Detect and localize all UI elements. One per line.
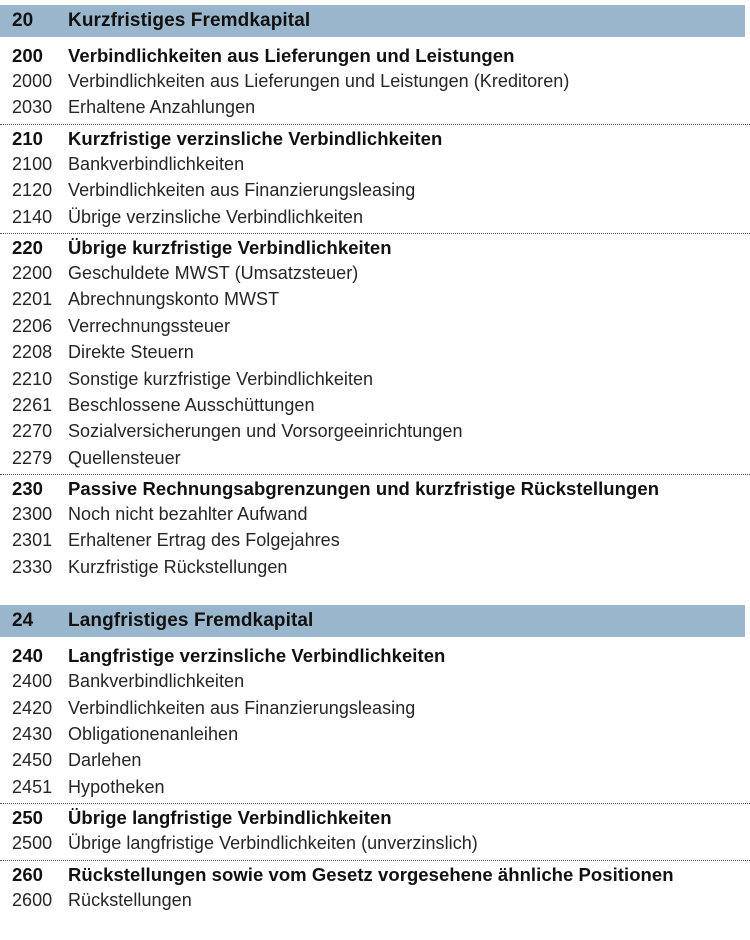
account-title: Übrige langfristige Verbindlichkeiten (unverzinslich)	[68, 833, 478, 854]
account-title: Abrechnungskonto MWST	[68, 289, 280, 310]
group-list	[0, 42, 750, 583]
account-title: Darlehen	[68, 750, 142, 771]
account-title: Rückstellungen	[68, 889, 192, 910]
group-title: Rückstellungen sowie vom Gesetz vorgesehene ähnliche Positionen	[68, 863, 674, 885]
account-row[interactable]	[0, 530, 750, 556]
group-header-row[interactable]	[0, 475, 750, 504]
account-number: 2600	[12, 889, 53, 910]
account-row[interactable]	[0, 71, 750, 97]
account-title: Sonstige kurzfristige Verbindlichkeiten	[68, 368, 374, 389]
account-title: Verbindlichkeiten aus Finanzierungsleasing	[68, 697, 416, 718]
account-group	[0, 42, 750, 124]
account-number: 2030	[12, 97, 53, 118]
group-number: 200	[12, 45, 44, 66]
account-title: Bankverbindlichkeiten	[68, 153, 245, 174]
group-list	[0, 642, 750, 916]
group-title: Verbindlichkeiten aus Lieferungen und Leistungen	[68, 45, 515, 66]
sections-container	[0, 5, 750, 916]
account-row[interactable]	[0, 698, 750, 724]
account-title: Bankverbindlichkeiten	[68, 671, 245, 692]
account-number: 2301	[12, 530, 53, 551]
account-row[interactable]	[0, 263, 750, 289]
account-title: Erhaltener Ertrag des Folgejahres	[68, 530, 340, 551]
account-number: 2201	[12, 289, 53, 310]
group-title: Passive Rechnungsabgrenzungen und kurzfristige Rückstellungen	[68, 478, 660, 500]
account-number: 2451	[12, 776, 53, 797]
account-number: 2300	[12, 504, 53, 525]
group-header-row[interactable]	[0, 125, 750, 154]
account-number: 2206	[12, 315, 53, 336]
account-row[interactable]	[0, 448, 750, 474]
account-title: Verbindlichkeiten aus Lieferungen und Leistungen (Kreditoren)	[68, 71, 570, 91]
group-header-row[interactable]	[0, 42, 750, 71]
group-number: 220	[12, 236, 44, 258]
account-row[interactable]	[0, 890, 750, 916]
account-row[interactable]	[0, 316, 750, 342]
account-title: Verbindlichkeiten aus Finanzierungsleasing	[68, 180, 416, 201]
group-number: 250	[12, 807, 44, 829]
account-number: 2450	[12, 750, 53, 771]
class-title: Kurzfristiges Fremdkapital	[68, 10, 311, 31]
account-group	[0, 803, 750, 859]
account-number: 2420	[12, 697, 53, 718]
group-title: Übrige kurzfristige Verbindlichkeiten	[68, 236, 392, 258]
account-row[interactable]	[0, 777, 750, 803]
account-title: Beschlossene Ausschüttungen	[68, 394, 315, 415]
account-group	[0, 124, 750, 233]
group-title: Langfristige verzinsliche Verbindlichkeiten	[68, 645, 446, 667]
account-row[interactable]	[0, 180, 750, 206]
account-number: 2140	[12, 206, 53, 227]
account-number: 2208	[12, 342, 53, 363]
account-title: Übrige verzinsliche Verbindlichkeiten	[68, 206, 363, 227]
account-row[interactable]	[0, 395, 750, 421]
group-number: 210	[12, 127, 44, 149]
class-number: 20	[12, 10, 34, 31]
account-number: 2210	[12, 368, 53, 389]
account-title: Noch nicht bezahlter Aufwand	[68, 504, 308, 525]
account-number: 2261	[12, 394, 53, 415]
account-title: Verrechnungssteuer	[68, 315, 231, 336]
account-row[interactable]	[0, 833, 750, 859]
account-class-section	[0, 605, 750, 916]
account-group	[0, 233, 750, 474]
account-row[interactable]	[0, 671, 750, 697]
group-title: Kurzfristige verzinsliche Verbindlichkeiten	[68, 127, 443, 149]
class-header-bar	[0, 5, 745, 37]
account-row[interactable]	[0, 750, 750, 776]
group-number: 240	[12, 645, 44, 667]
account-row[interactable]	[0, 504, 750, 530]
class-number: 24	[12, 610, 34, 632]
account-group	[0, 474, 750, 583]
account-number: 2100	[12, 153, 53, 174]
group-header-row[interactable]	[0, 234, 750, 263]
account-number: 2500	[12, 833, 53, 854]
group-header-row[interactable]	[0, 804, 750, 833]
group-number: 260	[12, 863, 44, 885]
account-number: 2120	[12, 180, 53, 201]
account-row[interactable]	[0, 154, 750, 180]
account-title: Geschuldete MWST (Umsatzsteuer)	[68, 262, 359, 283]
account-number: 2200	[12, 262, 53, 283]
account-group	[0, 642, 750, 803]
account-number: 2400	[12, 671, 53, 692]
account-row[interactable]	[0, 421, 750, 447]
account-row[interactable]	[0, 557, 750, 583]
account-row[interactable]	[0, 289, 750, 315]
account-title: Quellensteuer	[68, 447, 181, 468]
class-title: Langfristiges Fremdkapital	[68, 610, 314, 632]
account-class-section	[0, 5, 750, 583]
group-header-row[interactable]	[0, 861, 750, 890]
account-number: 2270	[12, 421, 53, 442]
account-row[interactable]	[0, 369, 750, 395]
group-header-row[interactable]	[0, 642, 750, 671]
account-number: 2000	[12, 71, 53, 91]
account-title: Obligationenanleihen	[68, 724, 239, 745]
account-number: 2430	[12, 724, 53, 745]
account-row[interactable]	[0, 207, 750, 233]
account-title: Kurzfristige Rückstellungen	[68, 556, 288, 577]
account-title: Direkte Steuern	[68, 342, 194, 363]
account-title: Hypotheken	[68, 776, 165, 797]
group-title: Übrige langfristige Verbindlichkeiten	[68, 807, 392, 829]
account-row[interactable]	[0, 342, 750, 368]
account-row[interactable]	[0, 97, 750, 123]
group-number: 230	[12, 478, 44, 500]
account-title: Erhaltene Anzahlungen	[68, 97, 256, 118]
class-header-bar	[0, 605, 745, 637]
account-group	[0, 860, 750, 916]
account-number: 2330	[12, 556, 53, 577]
account-row[interactable]	[0, 724, 750, 750]
account-title: Sozialversicherungen und Vorsorgeeinrichtungen	[68, 421, 463, 442]
account-number: 2279	[12, 447, 53, 468]
